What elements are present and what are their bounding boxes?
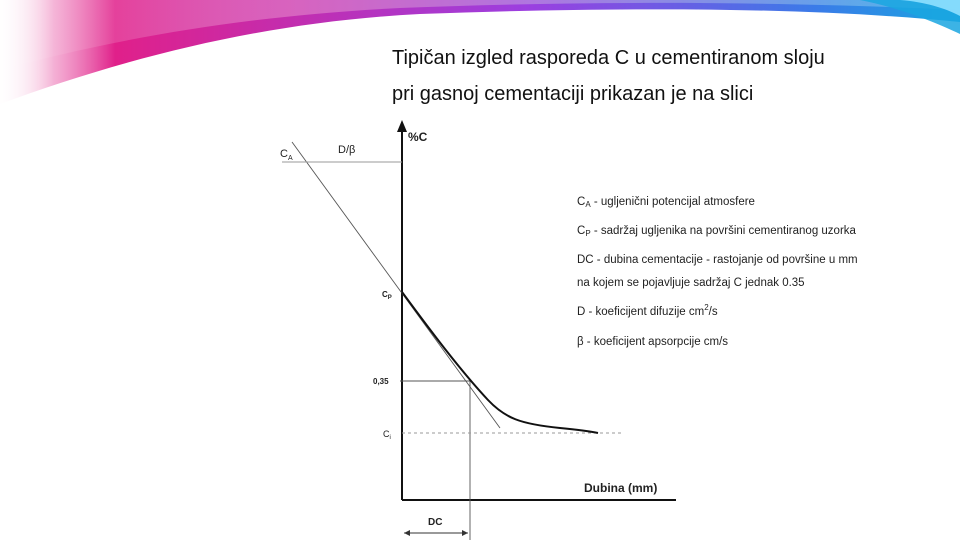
legend-item-cp: CP - sadržaj ugljenika na površini cementiranog uzorka [577,225,856,238]
y-axis-arrow [397,120,407,132]
c035-label: 0,35 [373,377,389,386]
title-line-1: Tipičan izgled rasporeda C u cementiranom sloju [392,47,825,69]
y-axis-label: %C [408,130,428,144]
legend-item-dc-cont: na kojem se pojavljuje sadržaj C jednak 0.35 [577,277,805,289]
top-label-d-beta: D/β [338,144,356,156]
ca-label: $C_A$ [280,148,293,162]
x-axis-label: Dubina (mm) [584,481,658,495]
legend-item-dc: DC - dubina cementacije - rastojanje od površine u mm [577,254,858,266]
dc-label: DC [428,517,443,528]
legend-item-beta: β - koeficijent apsorpcije cm/s [577,336,729,348]
carbon-profile-curve [402,292,598,433]
dc-arrow-right [462,530,468,536]
cp-label: $C_P$ [382,290,392,301]
title-line-2: pri gasnoj cementaciji prikazan je na slici [392,83,754,105]
dc-arrow-left [404,530,410,536]
tangent-line [292,142,500,428]
legend [577,196,858,348]
ci-label: $C_i$ [383,429,391,441]
legend-item-d: D - koeficijent difuzije $cm^2/s$ [577,303,718,318]
legend-item-ca: CA - ugljenični potencijal atmosfere [577,196,755,209]
